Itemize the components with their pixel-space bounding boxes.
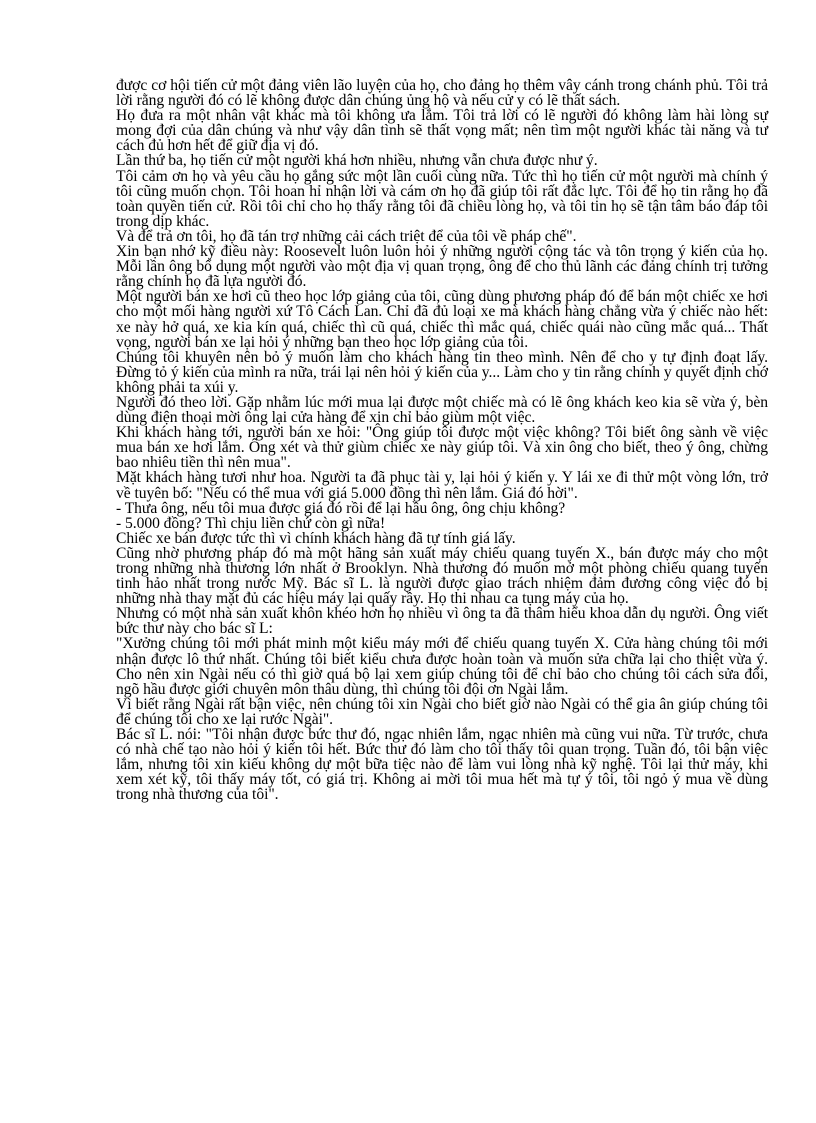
paragraph-17: "Xưởng chúng tôi mới phát minh một kiểu máy mới để chiếu quang tuyến X. Cửa hàng chúng tôi mới nhận được lô thứ nhất. Chúng tôi biết kiểu chưa được hoàn toàn và muốn sửa chữa lại cho thiệt vừa ý. Cho nên xin Ngài nếu có thì giờ quá bộ lại xem giúp chúng tôi để chỉ bảo cho chúng tôi cách sửa đổi, ngõ hầu được giới chuyên môn thâu dùng, thì chúng tôi đội ơn Ngài lắm. (116, 635, 768, 698)
paragraph-16: Nhưng có một nhà sản xuất khôn khéo hơn họ nhiều vì ông ta đã thâm hiểu khoa dẫn dụ người. Ông viết bức thư này cho bác sĩ L: (116, 605, 768, 638)
paragraph-10: Khi khách hàng tới, người bán xe hỏi: "Ông giúp tôi được một việc không? Tôi biết ông sành về việc mua bán xe hơi lắm. Ông xét và thử giùm chiếc xe này giúp tôi. Và xin ông cho biết, theo ý ông, chừng bao nhiêu tiền thì nên mua". (116, 424, 768, 472)
paragraph-9: Người đó theo lời. Gặp nhằm lúc mới mua lại được một chiếc mà có lẽ ông khách keo kia sẽ vừa ý, bèn dùng điện thoại mời ông lại cửa hàng để xin chỉ bảo giùm một việc. (116, 393, 768, 427)
paragraph-7: Một người bán xe hơi cũ theo học lớp giảng của tôi, cũng dùng phương pháp đó để bán một chiếc xe hơi cho một mối hàng người xứ Tô Cách Lan. Chỉ đã đủ loại xe mà khách hàng chẳng vừa ý chiếc nào hết: xe này hở quá, xe kia kín quá, chiếc thì cũ quá, chiếc thì mắc quá, chiếc quái nào cũng mắc quá... Thất vọng, người bán xe lại hỏi ý những bạn theo học lớp giảng của tôi. (116, 288, 768, 351)
paragraph-2: Họ đưa ra một nhân vật khác mà tôi không ưa lắm. Tôi trả lời có lẽ người đó không làm hài lòng sự mong đợi của dân chúng và như vậy dân tình sẽ thất vọng mất; nên tìm một người khác tài năng và tư cách đủ hơn hết để giữ địa vị đó. (116, 107, 768, 155)
paragraph-15: Cũng nhờ phương pháp đó mà một hãng sản xuất máy chiếu quang tuyến X., bán được máy cho một trong những nhà thương lớn nhất ở Brooklyn. Nhà thương đó muốn mở một phòng chiếu quang tuyến tinh hảo nhất trong nước Mỹ. Bác sĩ L. là người được giao trách nhiệm đảm đương công việc đó bị những nhà thay mặt đủ các hiệu máy lại quấy rầy. Họ thi nhau ca tụng máy của họ. (116, 544, 768, 608)
paragraph-3: Lần thứ ba, họ tiến cử một người khá hơn nhiều, nhưng vẫn chưa được như ý. (116, 152, 598, 170)
paragraph-4: Tôi cảm ơn họ và yêu cầu họ gắng sức một lần cuối cùng nữa. Tức thì họ tiến cử một người mà chính ý tôi cũng muốn chọn. Tôi hoan hỉ nhận lời và cám ơn họ đã giúp tôi rất đắc lực. Tôi để họ tin rằng họ đã toàn quyền tiến cử. Rồi tôi chỉ cho họ thấy rằng tôi đã chiều lòng họ, và tôi tin họ sẽ tận tâm báo đáp tôi trong dịp khác. (116, 167, 768, 230)
paragraph-19: Bác sĩ L. nói: "Tôi nhận được bức thư đó, ngạc nhiên lắm, ngạc nhiên mà cũng vui nữa. Từ trước, chưa có nhà chế tạo nào hỏi ý kiến tôi hết. Bức thư đó làm cho tôi thấy tôi quan trọng. Tuần đó, tôi bận việc lắm, nhưng tôi xin kiếu không dự một bữa tiệc nào để làm vui lòng nhà kỹ nghệ. Tôi lại thử máy, khi xem xét kỹ, tôi thấy máy tốt, có giá trị. Không ai mời tôi mua hết mà tự ý tôi, tôi ngỏ ý mua về dùng trong nhà thương của tôi". (116, 726, 768, 804)
document-page (116, 78, 768, 803)
paragraph-1: được cơ hội tiến cử một đảng viên lão luyện của họ, cho đảng họ thêm vây cánh trong chánh phủ. Tôi trả lời rằng người đó có lẽ không được dân chúng ủng hộ và nếu cử y có lẽ thất sách. (116, 77, 768, 110)
paragraph-8: Chúng tôi khuyên nên bỏ ý muốn làm cho khách hàng tin theo mình. Nên để cho y tự định đoạt lấy. Đừng tỏ ý kiến của mình ra nữa, trái lại nên hỏi ý kiến của y... Làm cho y tin rằng chính y quyết định chớ không phải ta xúi y. (116, 348, 768, 396)
paragraph-11: Mặt khách hàng tươi như hoa. Người ta đã phục tài y, lại hỏi ý kiến y. Y lái xe đi thử một vòng lớn, trở về tuyên bố: "Nếu có thể mua với giá 5.000 đồng thì nên lắm. Giá đó hời". (116, 469, 768, 502)
paragraph-13: - 5.000 đồng? Thì chịu liền chứ còn gì nữa! (116, 514, 386, 532)
paragraph-6: Xin bạn nhớ kỹ điều này: Roosevelt luôn luôn hỏi ý những người cộng tác và tôn trọng ý kiến của họ. Mỗi lần ông bổ dụng một người vào một địa vị quan trọng, ông để cho thủ lãnh các đảng chính trị tưởng rằng chính họ đã lựa người đó. (116, 243, 768, 291)
paragraph-18: Vì biết rằng Ngài rất bận việc, nên chúng tôi xin Ngài cho biết giờ nào Ngài có thể gia ân giúp chúng tôi để chúng tôi cho xe lại rước Ngài". (116, 695, 768, 728)
paragraph-12: - Thưa ông, nếu tôi mua được giá đó rồi để lại hầu ông, ông chịu không? (116, 499, 566, 517)
paragraph-14: Chiếc xe bán được tức thì vì chính khách hàng đã tự tính giá lấy. (116, 529, 516, 547)
paragraph-5: Và để trả ơn tôi, họ đã tán trợ những cải cách triệt để của tôi về pháp chế". (116, 227, 577, 245)
